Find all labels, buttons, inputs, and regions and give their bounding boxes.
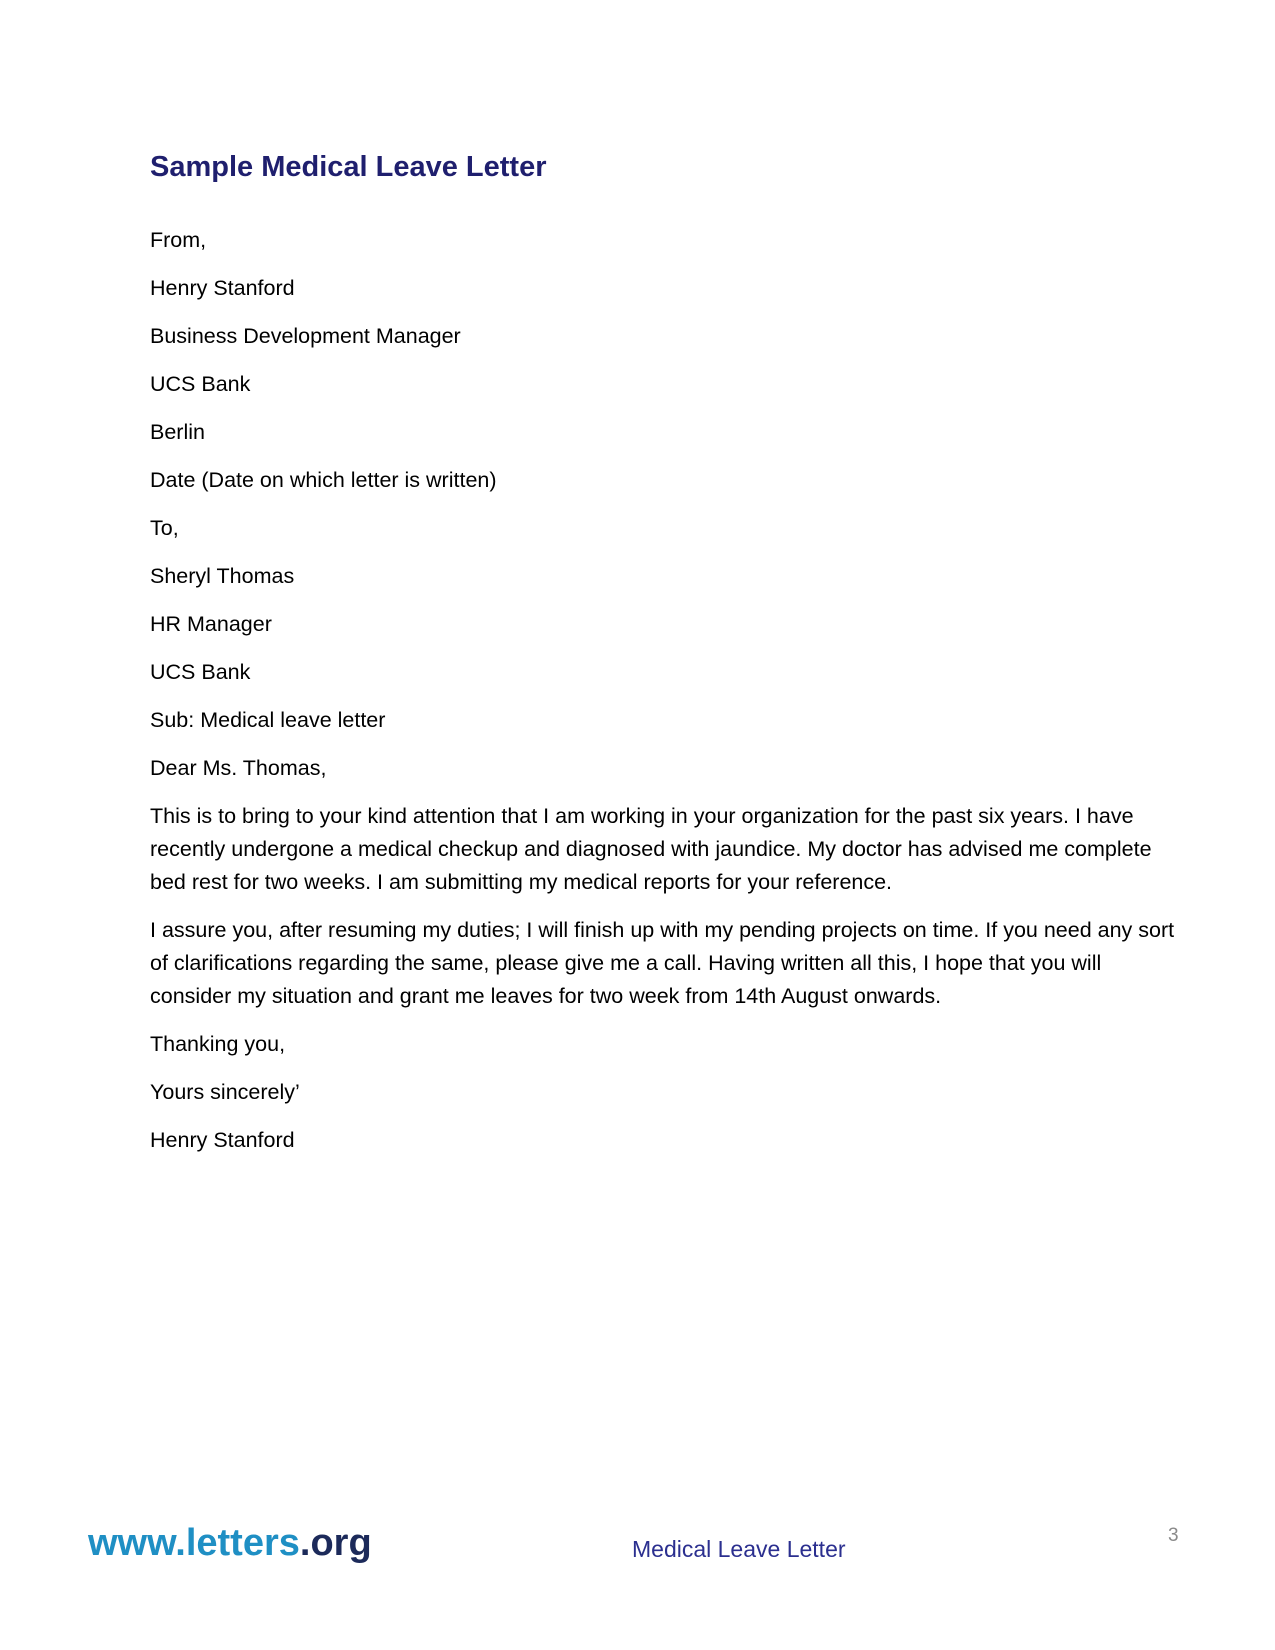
letter-paragraph-1: This is to bring to your kind attention that I am working in your organization for the past six years. I have recently undergone a medical checkup and diagnosed with jaundice. My doctor has advised me complete bed rest for two weeks. I am submitting my medical reports for your reference. <box>150 804 1152 894</box>
letter-line-recipient-name: Sheryl Thomas <box>150 564 295 588</box>
letter-line-to: To, <box>150 516 179 540</box>
letter-closing-thanks: Thanking you, <box>150 1032 286 1056</box>
footer-title: Medical Leave Letter <box>632 1536 846 1562</box>
letter-line-from: From, <box>150 228 207 252</box>
letter-line-date: Date (Date on which letter is written) <box>150 468 497 492</box>
letter-line-recipient-company: UCS Bank <box>150 660 251 684</box>
letter-line-recipient-title: HR Manager <box>150 612 272 636</box>
letter-paragraph-2: I assure you, after resuming my duties; I will finish up with my pending projects on time. If you need any sort of clarifications regarding the same, please give me a call. Having written all this, I hope that you will consider my situation and grant me leaves for two week from 14th August onwards. <box>150 918 1175 1008</box>
letter-line-sender-name: Henry Stanford <box>150 276 295 300</box>
letter-line-sender-city: Berlin <box>150 420 205 444</box>
letter-line-subject: Sub: Medical leave letter <box>150 708 386 732</box>
letter-closing-signature: Henry Stanford <box>150 1128 295 1152</box>
page-number: 3 <box>1168 1525 1179 1546</box>
letter-line-sender-company: UCS Bank <box>150 372 251 396</box>
letter-line-sender-title: Business Development Manager <box>150 324 461 348</box>
letter-body <box>150 224 1180 1172</box>
letter-line-salutation: Dear Ms. Thomas, <box>150 756 327 780</box>
document-title: Sample Medical Leave Letter <box>150 151 547 183</box>
site-logo-tld: .org <box>299 1522 372 1564</box>
site-logo-main: www.letters <box>88 1522 300 1564</box>
letter-closing-signoff: Yours sincerely’ <box>150 1080 300 1104</box>
site-logo <box>88 1524 372 1562</box>
